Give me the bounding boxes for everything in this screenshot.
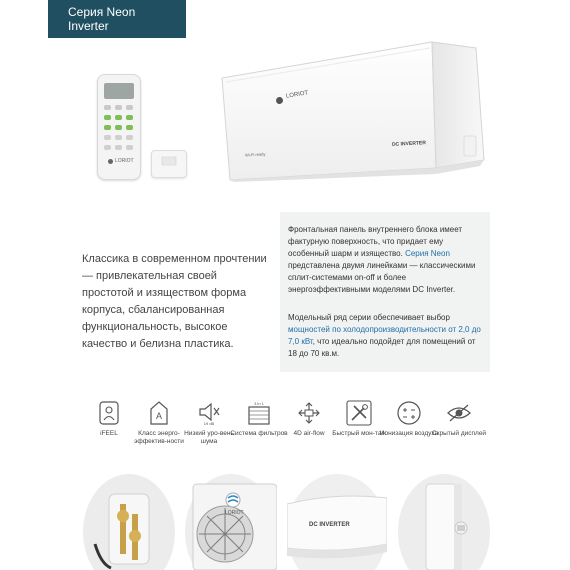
remote-holder-image: [151, 150, 187, 178]
low-noise-speaker-icon: [196, 400, 222, 426]
indoor-unit-badge: DC INVERTER: [391, 140, 427, 148]
series-title-tab: [48, 0, 186, 38]
valves-photo: [83, 474, 175, 570]
remote-control-image: [97, 74, 141, 180]
feature-energy-class: A Класс энерго-эффектив-ности: [129, 400, 189, 446]
svg-text:A: A: [155, 411, 163, 421]
feature-ionization: Ионизация воздуха: [379, 400, 439, 438]
remote-display: [104, 83, 134, 99]
series-link-text: Серия Neon: [405, 249, 450, 258]
svg-text:3 in 1: 3 in 1: [254, 401, 264, 406]
side-panel-photo: [398, 474, 490, 570]
ionization-icon: [396, 400, 422, 426]
person-card-icon: [96, 400, 122, 426]
info-box: [280, 212, 490, 372]
feature-4d-airflow: 4D air-flow: [279, 400, 339, 438]
feature-hidden-display: Скрытый дисплей: [429, 400, 489, 438]
hidden-display-icon: [446, 400, 472, 426]
indoor-unit-brand: LORIOT: [285, 90, 309, 100]
filter-system-icon: [246, 400, 272, 426]
info-paragraph-2: Модельный ряд серии обеспечивает выбор мощностей по холодопроизводительности от 2,0 до 7,0 кВт, что идеально подойдет для помещений от 18 до 70 кв.м.: [288, 313, 481, 358]
feature-low-noise: 19 dB Низкий уро-вень шума: [179, 400, 239, 446]
intro-paragraph: Классика в современном прочтении — привлекательная своей простотой и изяществом форма корпуса, сбалансированная функциональность, высокое качество и белизна пластика.: [82, 253, 267, 350]
remote-logo-icon: [108, 159, 113, 164]
indoor-unit-small-label: Wi-Fi ready: [244, 151, 266, 158]
svg-text:19 dB: 19 dB: [203, 421, 215, 426]
front-panel-photo: [287, 474, 387, 570]
feature-ifeel: iFEEL: [79, 400, 139, 438]
4d-airflow-icon: [296, 400, 322, 426]
capacity-highlight-text: мощностей по холодопроизводительности от 2,0 до 7,0 кВт: [288, 325, 481, 346]
series-title-line1: Серия Neon: [68, 5, 136, 19]
front-panel-badge: DC INVERTER: [309, 522, 350, 528]
energy-class-a-icon: [146, 400, 172, 426]
series-title-line2: Inverter: [68, 19, 109, 33]
feature-quick-install: Быстрый мон-таж: [329, 400, 389, 438]
remote-brand-text: LORIOT: [115, 158, 134, 164]
outdoor-unit-photo: [185, 474, 277, 570]
info-paragraph-1: Фронтальная панель внутреннего блока имеет фактурную поверхность, что придает ему особенный шарм и изящество. Серия Neon представлена двумя линейками — классическими сплит-системами on-off и более энергоэффективными моделями DC Inverter.: [288, 225, 476, 294]
feature-filters: 3 in 1 Система фильтров: [230, 401, 288, 437]
indoor-unit-image: [214, 40, 490, 182]
quick-install-tools-icon: [346, 400, 372, 426]
outdoor-unit-brand: LORIOT: [225, 510, 244, 516]
